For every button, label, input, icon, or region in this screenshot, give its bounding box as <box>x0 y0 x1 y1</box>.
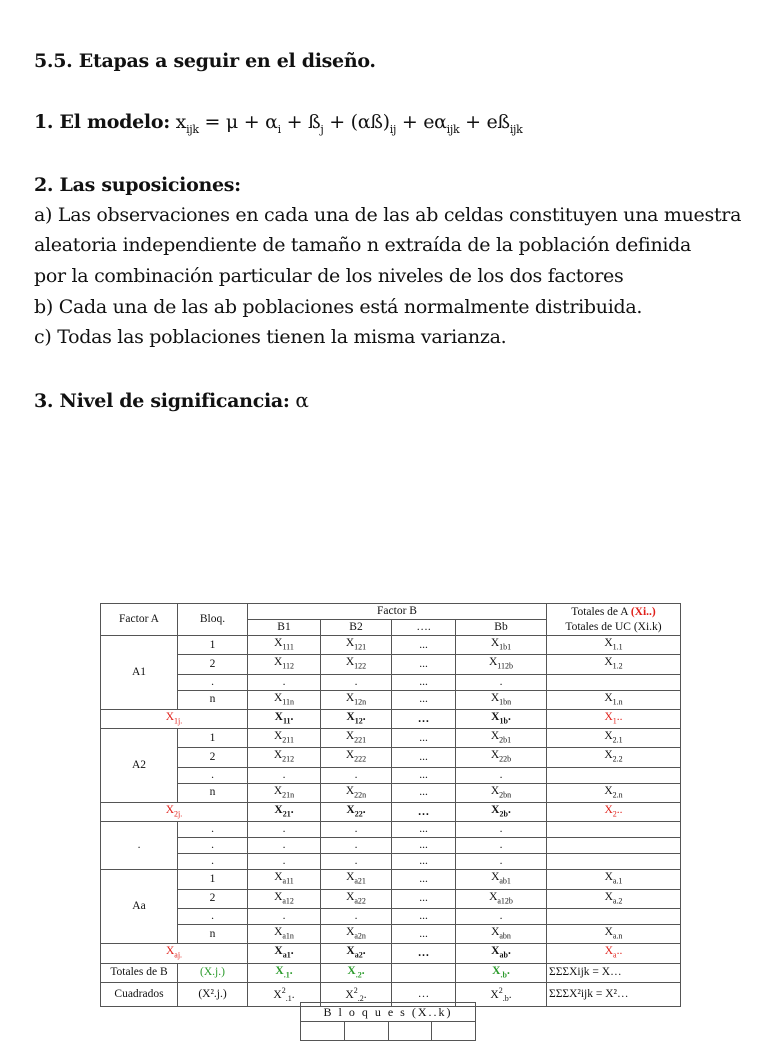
formula-plus: + <box>280 111 308 133</box>
cell: $X_{a1n}$ <box>248 924 321 943</box>
formula-alpha: α <box>265 111 278 133</box>
cell: $X_{112}$ <box>248 655 321 674</box>
formula-error-a: eα <box>423 111 447 133</box>
subtotal-cell: $X_{2b}$. <box>456 803 547 822</box>
assumption-line: a) Las observaciones en cada una de las ab celdas constituyen una muestra <box>34 204 742 226</box>
formula-plus: + <box>237 111 266 133</box>
cell-dot: . <box>321 854 392 870</box>
squares-label: Cuadrados <box>101 982 178 1006</box>
formula-error-b: eß <box>486 111 510 133</box>
cell: $X_{a.1}$ <box>547 870 681 889</box>
cell: $X_{121}$ <box>321 636 392 655</box>
cell: $X_{a12}$ <box>248 889 321 908</box>
formula-mu: μ <box>225 111 238 133</box>
squares-cell: $X^2_{.b}$. <box>456 982 547 1006</box>
cell: $X_{221}$ <box>321 729 392 748</box>
cell-dots: ... <box>392 674 456 690</box>
subtotal-label: $X_{1j.}$ <box>101 709 248 728</box>
header-totals-a: Totales de A <box>571 605 631 618</box>
cell-empty <box>547 838 681 854</box>
block-label: . <box>178 908 248 924</box>
cell-dot: . <box>321 674 392 690</box>
cell: $X_{1.n}$ <box>547 690 681 709</box>
cell: $X_{a22}$ <box>321 889 392 908</box>
block-label: 1 <box>178 729 248 748</box>
cell-dot: . <box>456 767 547 783</box>
grand-total: ΣΣΣXijk = X… <box>547 963 681 982</box>
block-label: 2 <box>178 748 248 767</box>
group-a1: A1 <box>101 636 178 710</box>
cell-dots: ... <box>392 783 456 802</box>
cell: $X_{2.2}$ <box>547 748 681 767</box>
totals-b-cell: $X_{.b}$. <box>456 963 547 982</box>
cell-dots: … <box>392 944 456 963</box>
significance-line <box>34 388 309 412</box>
cell-dot: . <box>321 908 392 924</box>
header-bb: Bb <box>456 620 547 636</box>
cell: $X_{12n}$ <box>321 690 392 709</box>
cell: $X_{122}$ <box>321 655 392 674</box>
cell: $X_{1.2}$ <box>547 655 681 674</box>
block-label: n <box>178 690 248 709</box>
cell-dots: ... <box>392 889 456 908</box>
bloques-cell <box>432 1022 476 1041</box>
cell-empty <box>547 822 681 838</box>
bloques-title: B l o q u e s (X..k) <box>301 1003 476 1022</box>
formula-plus: + <box>396 111 424 133</box>
block-label: . <box>178 854 248 870</box>
cell: $X_{ab1}$ <box>456 870 547 889</box>
subtotal-cell: $X_{11}$. <box>248 709 321 728</box>
header-totals-uc: Totales de UC (Xi.k) <box>565 620 662 633</box>
header-bloq: Bloq. <box>178 604 248 636</box>
cell: $X_{211}$ <box>248 729 321 748</box>
squares-cell: $X^2_{.2}$. <box>321 982 392 1006</box>
cell: $X_{abn}$ <box>456 924 547 943</box>
cell-dot: . <box>456 854 547 870</box>
assumption-line: b) Cada una de las ab poblaciones está normalmente distribuida. <box>34 296 643 318</box>
cell-dot: . <box>248 838 321 854</box>
cell: $X_{a.2}$ <box>547 889 681 908</box>
formula-x: x <box>175 111 187 133</box>
block-label: . <box>178 838 248 854</box>
subtotal-cell: $X_{1b}$. <box>456 709 547 728</box>
cell-dot: . <box>248 908 321 924</box>
cell-dot: . <box>321 838 392 854</box>
subtotal-total: $X_2$.. <box>547 803 681 822</box>
cell-dot: . <box>456 838 547 854</box>
group-dot: . <box>101 822 178 870</box>
bloques-cell <box>301 1022 345 1041</box>
cell-dot: . <box>456 674 547 690</box>
formula-eq: = <box>198 111 226 133</box>
cell: $X_{22b}$ <box>456 748 547 767</box>
totals-b-label: Totales de B <box>101 963 178 982</box>
cell-dots: ... <box>392 838 456 854</box>
cell-dots: ... <box>392 854 456 870</box>
assumption-line: por la combinación particular de los niveles de los dos factores <box>34 265 624 287</box>
cell-dot: . <box>248 674 321 690</box>
cell: $X_{2.1}$ <box>547 729 681 748</box>
cell: $X_{1.1}$ <box>547 636 681 655</box>
subtotal-label: $X_{aj.}$ <box>101 944 248 963</box>
significance-label: 3. Nivel de significancia: <box>34 390 290 412</box>
subtotal-total: $X_1$.. <box>547 709 681 728</box>
cell-dot: . <box>456 908 547 924</box>
formula-plus: + <box>323 111 351 133</box>
assumption-line: aleatoria independiente de tamaño n extraída de la población definida <box>34 234 692 256</box>
formula-interaction: (αß) <box>350 111 390 133</box>
header-b2: B2 <box>321 620 392 636</box>
cell: $X_{212}$ <box>248 748 321 767</box>
section-title: 5.5. Etapas a seguir en el diseño. <box>34 50 376 72</box>
header-totals <box>547 604 681 636</box>
block-label: 1 <box>178 636 248 655</box>
bloques-cell <box>388 1022 432 1041</box>
cell-dots: ... <box>392 822 456 838</box>
cell: $X_{2b1}$ <box>456 729 547 748</box>
cell: $X_{a12b}$ <box>456 889 547 908</box>
cell-dot: . <box>248 767 321 783</box>
bloques-table <box>300 1002 476 1041</box>
assumptions-title: 2. Las suposiciones: <box>34 174 241 196</box>
cell-dots: ... <box>392 748 456 767</box>
cell: $X_{2.n}$ <box>547 783 681 802</box>
totals-b-cell: $X_{.2}$. <box>321 963 392 982</box>
cell: $X_{1b1}$ <box>456 636 547 655</box>
header-factor-b: Factor B <box>248 604 547 620</box>
formula-error-b-sub: ijk <box>509 122 523 136</box>
subtotal-cell: $X_{ab}$. <box>456 944 547 963</box>
cell: $X_{a2n}$ <box>321 924 392 943</box>
formula-beta: ß <box>307 111 321 133</box>
cell-dot: . <box>248 854 321 870</box>
model-label: 1. El modelo: <box>34 111 170 133</box>
block-label: n <box>178 783 248 802</box>
formula-error-a-sub: ijk <box>446 122 460 136</box>
cell-dot: . <box>248 822 321 838</box>
block-label: 2 <box>178 655 248 674</box>
cell: $X_{2bn}$ <box>456 783 547 802</box>
cell-empty <box>547 674 681 690</box>
cell-empty <box>547 854 681 870</box>
anova-table <box>100 603 681 1007</box>
subtotal-cell: $X_{22}$. <box>321 803 392 822</box>
formula-beta-sub: j <box>320 122 324 136</box>
cell: $X_{222}$ <box>321 748 392 767</box>
squares-symbol: (X².j.) <box>178 982 248 1006</box>
cell-dots: ... <box>392 729 456 748</box>
cell-dots: … <box>392 709 456 728</box>
cell-dots: … <box>392 803 456 822</box>
cell: $X_{111}$ <box>248 636 321 655</box>
cell: $X_{a21}$ <box>321 870 392 889</box>
header-factor-a: Factor A <box>101 604 178 636</box>
group-aa: Aa <box>101 870 178 944</box>
header-totals-a-symbol: (Xi..) <box>630 605 656 618</box>
formula-alpha-sub: i <box>277 122 281 136</box>
totals-b-symbol: (X.j.) <box>178 963 248 982</box>
squares-cell: $X^2_{.1}$. <box>248 982 321 1006</box>
cell: $X_{22n}$ <box>321 783 392 802</box>
cell-dots: ... <box>392 636 456 655</box>
cell: $X_{a.n}$ <box>547 924 681 943</box>
cell-dots: ... <box>392 924 456 943</box>
subtotal-total: $X_a$.. <box>547 944 681 963</box>
formula-plus: + <box>459 111 487 133</box>
group-a2: A2 <box>101 729 178 803</box>
block-label: 1 <box>178 870 248 889</box>
cell: $X_{21n}$ <box>248 783 321 802</box>
cell-dots: ... <box>392 908 456 924</box>
formula-interaction-sub: ij <box>389 122 397 136</box>
cell-dot: . <box>456 822 547 838</box>
cell: $X_{112b}$ <box>456 655 547 674</box>
cell-empty <box>392 963 456 982</box>
model-formula <box>34 111 523 136</box>
assumption-line: c) Todas las poblaciones tienen la misma varianza. <box>34 326 507 348</box>
cell: $X_{a11}$ <box>248 870 321 889</box>
formula-x-sub: ijk <box>186 122 199 136</box>
cell-dots: ... <box>392 655 456 674</box>
totals-b-cell: $X_{.1}$. <box>248 963 321 982</box>
grand-squares: ΣΣΣX²ijk = X²… <box>547 982 681 1006</box>
cell-dots: … <box>392 982 456 1006</box>
cell-dot: . <box>321 767 392 783</box>
cell-empty <box>547 908 681 924</box>
block-label: . <box>178 767 248 783</box>
subtotal-cell: $X_{21}$. <box>248 803 321 822</box>
cell: $X_{11n}$ <box>248 690 321 709</box>
alpha-symbol: α <box>295 388 309 412</box>
cell-dots: ... <box>392 690 456 709</box>
cell-dots: ... <box>392 870 456 889</box>
subtotal-cell: $X_{a2}$. <box>321 944 392 963</box>
bloques-cell <box>344 1022 388 1041</box>
header-dots: …. <box>392 620 456 636</box>
subtotal-label: $X_{2j.}$ <box>101 803 248 822</box>
block-label: . <box>178 674 248 690</box>
cell-dot: . <box>321 822 392 838</box>
block-label: 2 <box>178 889 248 908</box>
block-label: n <box>178 924 248 943</box>
cell: $X_{1bn}$ <box>456 690 547 709</box>
subtotal-cell: $X_{a1}$. <box>248 944 321 963</box>
subtotal-cell: $X_{12}$. <box>321 709 392 728</box>
header-b1: B1 <box>248 620 321 636</box>
block-label: . <box>178 822 248 838</box>
cell-empty <box>547 767 681 783</box>
cell-dots: ... <box>392 767 456 783</box>
